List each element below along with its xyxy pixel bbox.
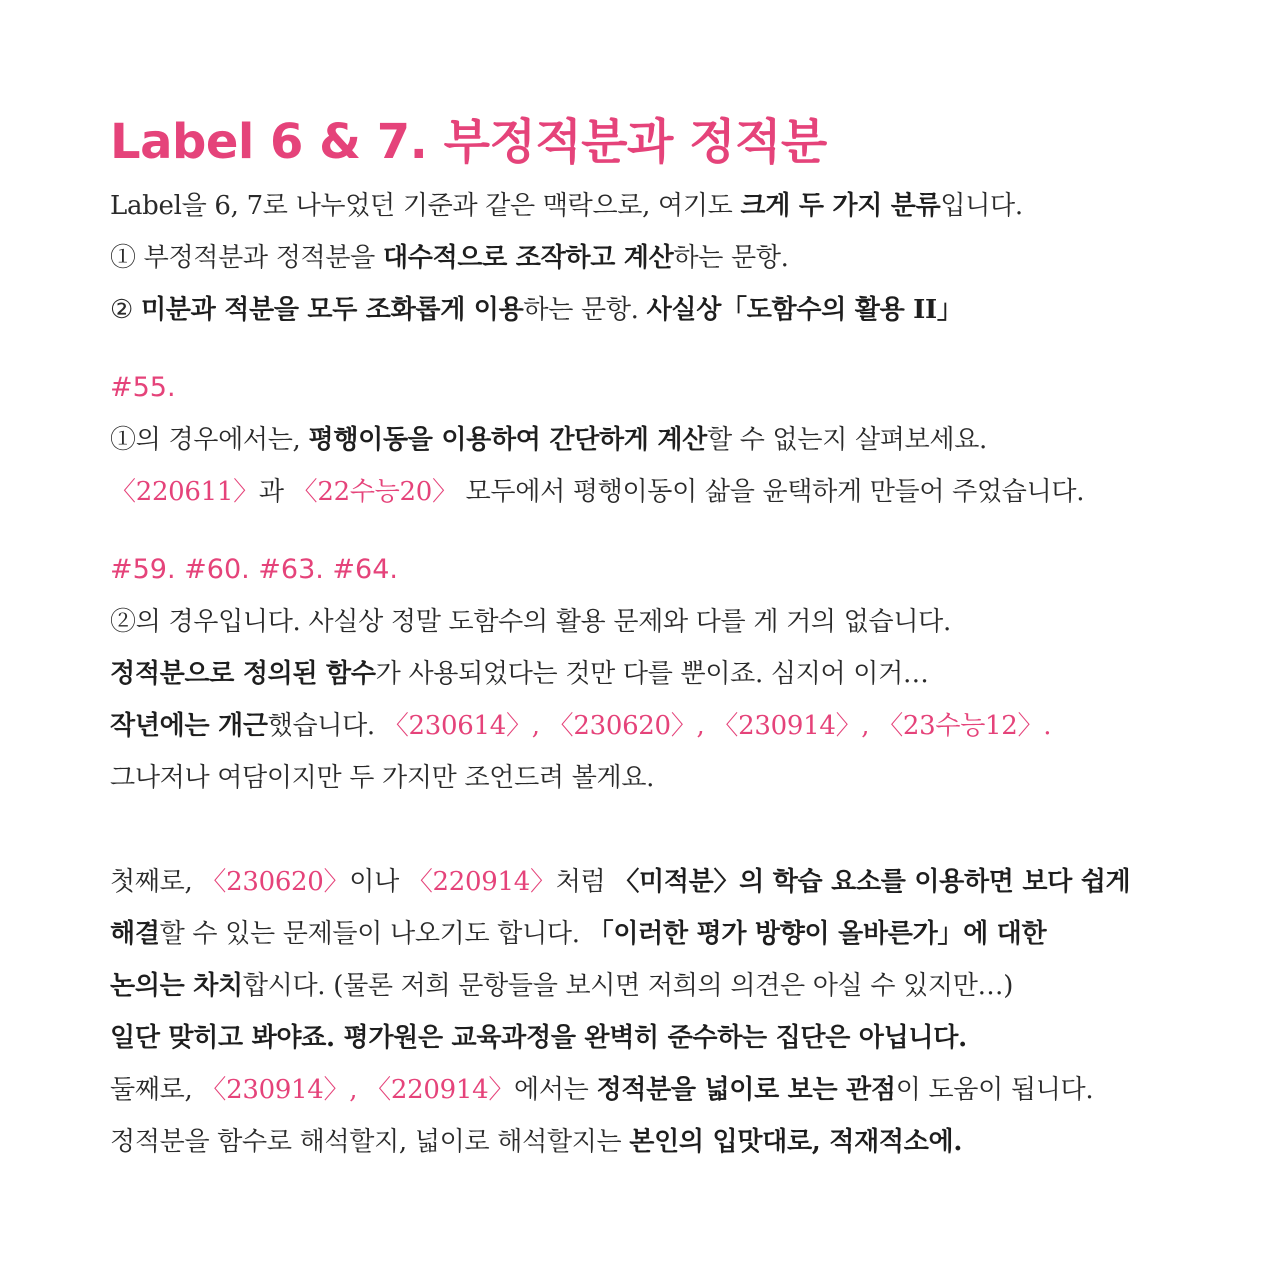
- bold-text: 미분과 적분을 모두 조화롭게 이용: [140, 295, 524, 325]
- text-run: 첫째로,: [110, 867, 201, 897]
- body-line: [110, 596, 1180, 648]
- page-title: Label 6 & 7. 부정적분과 정적분: [110, 114, 827, 170]
- bold-text: 사실상「도함수의 활용 II」: [646, 295, 963, 325]
- intro-line: [110, 284, 1180, 336]
- text-run: 하는 문항.: [523, 295, 647, 325]
- highlight-ref: 〈230620〉: [200, 867, 350, 897]
- text-run: 그나저나 여담이지만 두 가지만 조언드려 볼게요.: [110, 763, 655, 793]
- highlight-ref: 〈230614〉, 〈230620〉, 〈230914〉, 〈23수능12〉.: [382, 711, 1052, 741]
- section-59-64: [110, 544, 1180, 804]
- text-run: 이 도움이 됩니다.: [895, 1075, 1094, 1105]
- highlight-ref: 〈220914〉: [406, 867, 556, 897]
- intro-line: [110, 180, 1180, 232]
- text-run: Label을 6, 7로 나누었던 기준과 같은 맥락으로, 여기도: [110, 191, 741, 221]
- body-line: [110, 1116, 1180, 1168]
- text-run: 입니다.: [940, 191, 1023, 221]
- body-line: [110, 1064, 1180, 1116]
- body-line: [110, 908, 1180, 960]
- text-run: 하는 문항.: [673, 243, 789, 273]
- intro-block: [110, 180, 1180, 336]
- bold-text: 「이러한 평가 방향이 올바른가」에 대한: [587, 919, 1047, 949]
- text-run: ②: [110, 295, 141, 325]
- text-run: 이나: [349, 867, 407, 897]
- section-heading: #59. #60. #63. #64.: [110, 554, 398, 585]
- bold-text: 정적분을 넓이로 보는 관점: [596, 1075, 896, 1105]
- bold-text: 정적분으로 정의된 함수: [110, 659, 376, 689]
- text-run: ①의 경우에서는,: [110, 425, 309, 455]
- bold-text: 논의는 차치: [110, 971, 243, 1001]
- bold-text: 〈미적분〉의 학습 요소를 이용하면 보다 쉽게: [613, 867, 1131, 897]
- text-run: 합시다. (물론 저희 문항들을 보시면 저희의 의견은 아실 수 있지만…): [242, 971, 1014, 1001]
- text-run: 모두에서 평행이동이 삶을 윤택하게 만들어 주었습니다.: [457, 477, 1085, 507]
- section-heading: #55.: [110, 372, 176, 403]
- text-run: 둘째로,: [110, 1075, 201, 1105]
- body-line: [110, 1012, 1180, 1064]
- text-run: 했습니다.: [267, 711, 383, 741]
- section-55: [110, 362, 1180, 518]
- bold-text: 해결: [110, 919, 160, 949]
- body-line: [110, 856, 1180, 908]
- intro-line: [110, 232, 1180, 284]
- body-line: [110, 752, 1180, 804]
- text-run: 할 수 있는 문제들이 나오기도 합니다.: [159, 919, 588, 949]
- body-line: [110, 960, 1180, 1012]
- text-run: 할 수 없는지 살펴보세요.: [707, 425, 988, 455]
- body-line: [110, 700, 1180, 752]
- text-run: 정적분을 함수로 해석할지, 넓이로 해석할지는: [110, 1127, 630, 1157]
- text-run: 처럼: [555, 867, 614, 897]
- highlight-ref: 〈230914〉, 〈220914〉: [200, 1075, 515, 1105]
- bold-text: 일단 맞히고 봐야죠. 평가원은 교육과정을 완벽히 준수하는 집단은 아닙니다.: [110, 1023, 967, 1053]
- text-run: ① 부정적분과 정적분을: [110, 243, 383, 273]
- body-line: [110, 648, 1180, 700]
- highlight-ref: 〈22수능20〉: [291, 477, 458, 507]
- bold-text: 대수적으로 조작하고 계산: [382, 243, 674, 273]
- bold-text: 평행이동을 이용하여 간단하게 계산: [308, 425, 707, 455]
- text-run: 가 사용되었다는 것만 다를 뿐이죠. 심지어 이거…: [375, 659, 929, 689]
- bold-text: 크게 두 가지 분류: [740, 191, 941, 221]
- highlight-ref: 〈220611〉: [110, 477, 259, 507]
- text-run: 에서는: [514, 1075, 597, 1105]
- text-run: ②의 경우입니다. 사실상 정말 도함수의 활용 문제와 다를 게 거의 없습니다.: [110, 607, 951, 637]
- bold-text: 작년에는 개근: [110, 711, 268, 741]
- body-line: [110, 466, 1180, 518]
- bold-text: 본인의 입맛대로, 적재적소에.: [629, 1127, 963, 1157]
- advice-block: [110, 856, 1180, 1168]
- document-page: [110, 110, 1180, 1168]
- body-line: [110, 414, 1180, 466]
- text-run: 과: [258, 477, 292, 507]
